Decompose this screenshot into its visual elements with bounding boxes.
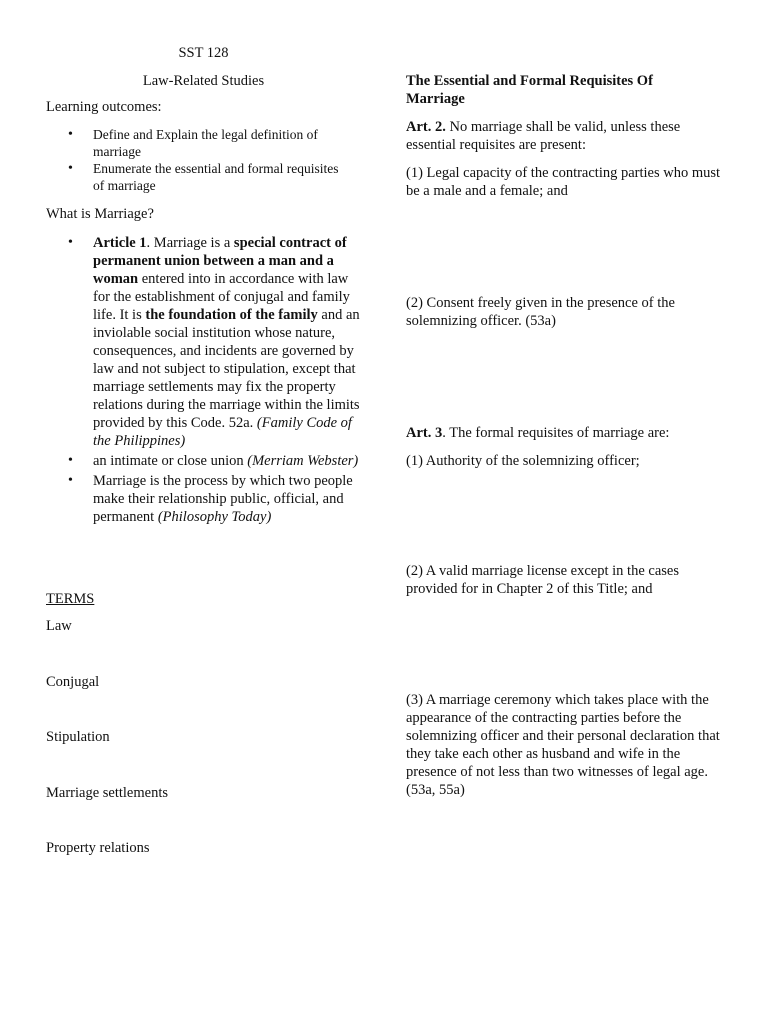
article-1-label: Article 1 (93, 235, 147, 251)
art-3-intro: Art. 3. The formal requisites of marriage are: (406, 425, 670, 441)
what-is-marriage-question: What is Marriage? (46, 206, 154, 222)
term-item: Conjugal (46, 674, 100, 690)
terms-heading: TERMS (46, 591, 95, 607)
term-item: Stipulation (46, 729, 110, 745)
outcome-item: • Define and Explain the legal definition of marriage (46, 126, 346, 160)
art-3-item-3: (3) A marriage ceremony which takes place with the appearance of the contracting parties before the solemnizing officer and their personal declaration that they take each other as husband and wife in the presence of not less than two witnesses of legal age. (53a, 55a) (406, 692, 720, 798)
art-2-item-2: (2) Consent freely given in the presence of the solemnizing officer. (53a) (406, 295, 675, 329)
article-1-definition: • Article 1. Marriage is a special contract of permanent union between a man and a woman entered into in accordance with law for the establishment of conjugal and family life. It is the foundation of the family and an inviolable social institution whose nature, consequences, and incidents are governed by law and not subject to stipulation, except that marriage settlements may fix the property relations during the marriage within the limits provided by this Code. 52a. (Family Code of the Philippines) (46, 234, 364, 450)
art-3-item-1: (1) Authority of the solemnizing officer; (406, 453, 640, 469)
term-item: Marriage settlements (46, 785, 168, 801)
course-title: Law-Related Studies (142, 73, 265, 89)
art-2-intro: Art. 2. No marriage shall be valid, unless these essential requisites are present: (406, 119, 681, 153)
term-item: Property relations (46, 840, 150, 856)
art-3-label: Art. 3 (406, 425, 443, 441)
art-2-label: Art. 2. (406, 119, 446, 135)
term-item: Law (46, 618, 72, 634)
art-3-item-2: (2) A valid marriage license except in the cases provided for in Chapter 2 of this Title; and (406, 563, 679, 597)
philosophy-definition: • Marriage is the process by which two people make their relationship public, official, and permanent (Philosophy Today) (46, 472, 364, 526)
merriam-definition: • an intimate or close union (Merriam Webster) (46, 452, 364, 470)
requisites-heading: The Essential and Formal Requisites Of Marriage (406, 73, 653, 107)
art-2-item-1: (1) Legal capacity of the contracting parties who must be a male and a female; and (406, 165, 721, 199)
family-code-source: (Family Code of the Philippines) (93, 415, 352, 449)
course-code: SST 128 (178, 45, 229, 61)
definitions-list (46, 234, 364, 526)
learning-outcomes-label: Learning outcomes: (46, 99, 162, 115)
learning-outcomes-list (46, 126, 346, 194)
philosophy-source: (Philosophy Today) (157, 509, 272, 525)
merriam-source: (Merriam Webster) (247, 453, 359, 469)
outcome-item: • Enumerate the essential and formal requisites of marriage (46, 160, 346, 194)
